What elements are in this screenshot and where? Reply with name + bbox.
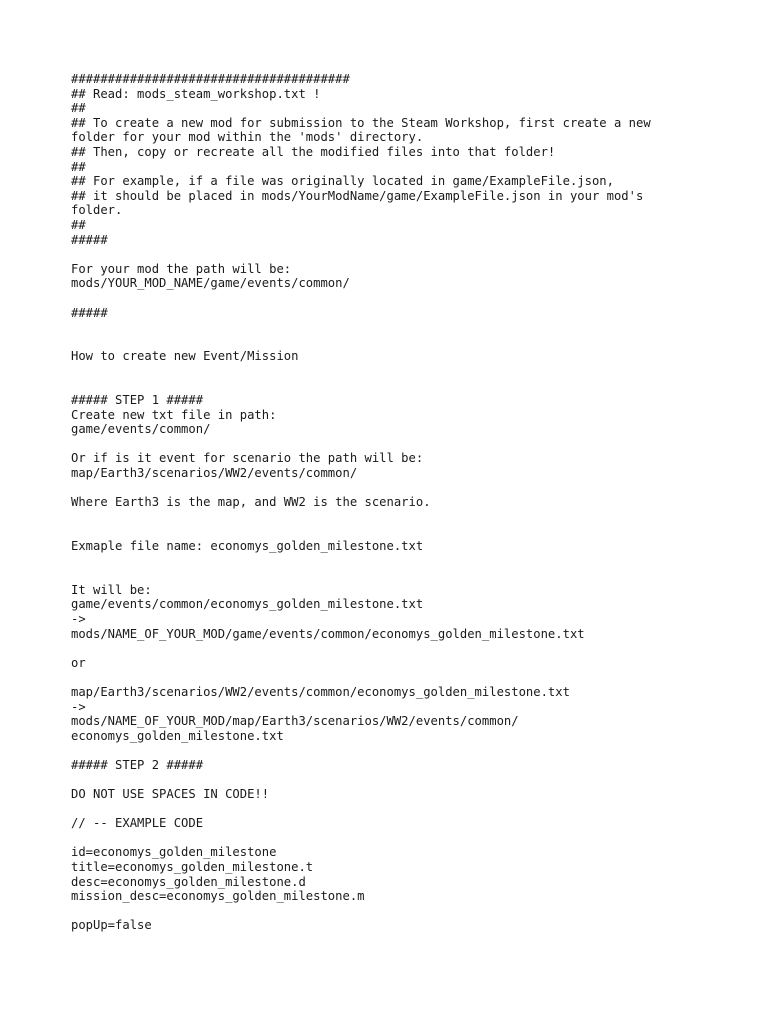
text-line: map/Earth3/scenarios/WW2/events/common/ — [71, 466, 358, 481]
text-line — [71, 364, 711, 379]
document-page — [71, 72, 711, 933]
text-line — [71, 670, 711, 685]
text-line — [71, 904, 711, 919]
text-line — [71, 743, 711, 758]
text-line — [71, 320, 711, 335]
text-line: economys_golden_milestone.txt — [71, 728, 284, 743]
text-line — [71, 773, 711, 788]
text-line: popUp=false — [71, 918, 152, 933]
text-line — [71, 437, 711, 452]
text-line: Or if is it event for scenario the path will be: — [71, 451, 424, 466]
text-line: // -- EXAMPLE CODE — [71, 816, 204, 831]
text-line — [71, 335, 711, 350]
text-line: folder. — [71, 203, 123, 218]
text-line: DO NOT USE SPACES IN CODE!! — [71, 787, 270, 802]
text-line: -> — [71, 611, 86, 626]
text-line: ##### — [71, 305, 108, 320]
text-line: map/Earth3/scenarios/WW2/events/common/economys_golden_milestone.txt — [71, 684, 570, 699]
text-line: ## To create a new mod for submission to the Steam Workshop, first create a new — [71, 115, 651, 130]
text-line: or — [71, 655, 86, 670]
text-line — [71, 641, 711, 656]
text-line — [71, 554, 711, 569]
text-line — [71, 247, 711, 262]
text-line: How to create new Event/Mission — [71, 349, 299, 364]
text-line — [71, 378, 711, 393]
text-line: id=economys_golden_milestone — [71, 845, 277, 860]
text-line — [71, 568, 711, 583]
text-line: ##### STEP 1 ##### — [71, 393, 204, 408]
text-line: game/events/common/economys_golden_milestone.txt — [71, 597, 424, 612]
text-line: It will be: — [71, 582, 152, 597]
text-line: ## — [71, 159, 86, 174]
text-line: ## Read: mods_steam_workshop.txt ! — [71, 86, 321, 101]
text-line: ## it should be placed in mods/YourModName/game/ExampleFile.json in your mod's — [71, 188, 644, 203]
text-line: mods/NAME_OF_YOUR_MOD/game/events/common/economys_golden_milestone.txt — [71, 626, 585, 641]
text-line: ###################################### — [71, 72, 350, 86]
text-line: Create new txt file in path: — [71, 407, 277, 422]
text-line: ## For example, if a file was originally located in game/ExampleFile.json, — [71, 174, 614, 189]
text-line: game/events/common/ — [71, 422, 211, 437]
text-line: ##### — [71, 232, 108, 247]
text-line: title=economys_golden_milestone.t — [71, 860, 314, 875]
text-line: desc=economys_golden_milestone.d — [71, 874, 306, 889]
text-line: mission_desc=economys_golden_milestone.m — [71, 889, 365, 904]
text-line — [71, 291, 711, 306]
text-line — [71, 831, 711, 846]
text-line: ##### STEP 2 ##### — [71, 757, 204, 772]
text-line: ## — [71, 101, 86, 116]
text-line: -> — [71, 699, 86, 714]
text-line — [71, 481, 711, 496]
text-line: mods/NAME_OF_YOUR_MOD/map/Earth3/scenarios/WW2/events/common/ — [71, 714, 519, 729]
text-line: mods/YOUR_MOD_NAME/game/events/common/ — [71, 276, 350, 291]
text-line: Where Earth3 is the map, and WW2 is the scenario. — [71, 495, 431, 510]
text-line: For your mod the path will be: — [71, 261, 292, 276]
text-line — [71, 802, 711, 817]
text-line: ## Then, copy or recreate all the modified files into that folder! — [71, 144, 556, 159]
text-line: folder for your mod within the 'mods' directory. — [71, 130, 424, 145]
text-line: ## — [71, 217, 86, 232]
text-line — [71, 510, 711, 525]
text-line — [71, 524, 711, 539]
text-line: Exmaple file name: economys_golden_milestone.txt — [71, 539, 424, 553]
